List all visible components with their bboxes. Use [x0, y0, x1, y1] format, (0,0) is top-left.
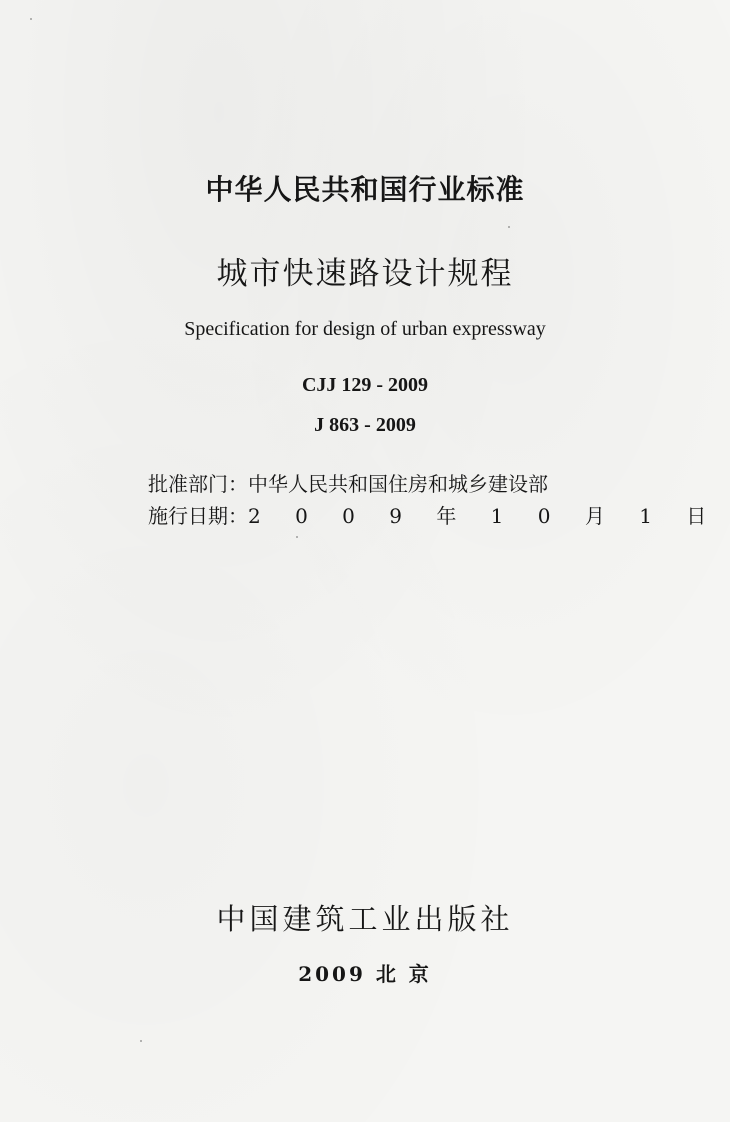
approval-department-row	[148, 468, 608, 497]
standard-category-heading: 中华人民共和国行业标准	[205, 173, 525, 206]
effective-date-value: 2 0 0 9 年 1 0 月 1 日	[248, 504, 721, 528]
scan-speck	[30, 18, 32, 20]
approval-department-label: 批准部门：	[148, 472, 248, 496]
approval-department-value: 中华人民共和国住房和城乡建设部	[248, 472, 548, 496]
standard-code-primary: CJJ 129 - 2009	[301, 374, 429, 396]
effective-date-row	[148, 500, 721, 529]
document-title-chinese: 城市快速路设计规程	[216, 256, 514, 292]
standard-code-secondary: J 863 - 2009	[314, 414, 416, 436]
effective-date-label: 施行日期：	[148, 504, 248, 528]
scan-speck	[296, 536, 298, 538]
publication-year-place: 2009 北 京	[298, 962, 432, 986]
scan-speck	[140, 1040, 142, 1042]
publisher-name: 中国建筑工业出版社	[216, 902, 514, 936]
scan-speck	[508, 226, 510, 228]
document-title-english: Specification for design of urban expressway	[184, 318, 546, 340]
